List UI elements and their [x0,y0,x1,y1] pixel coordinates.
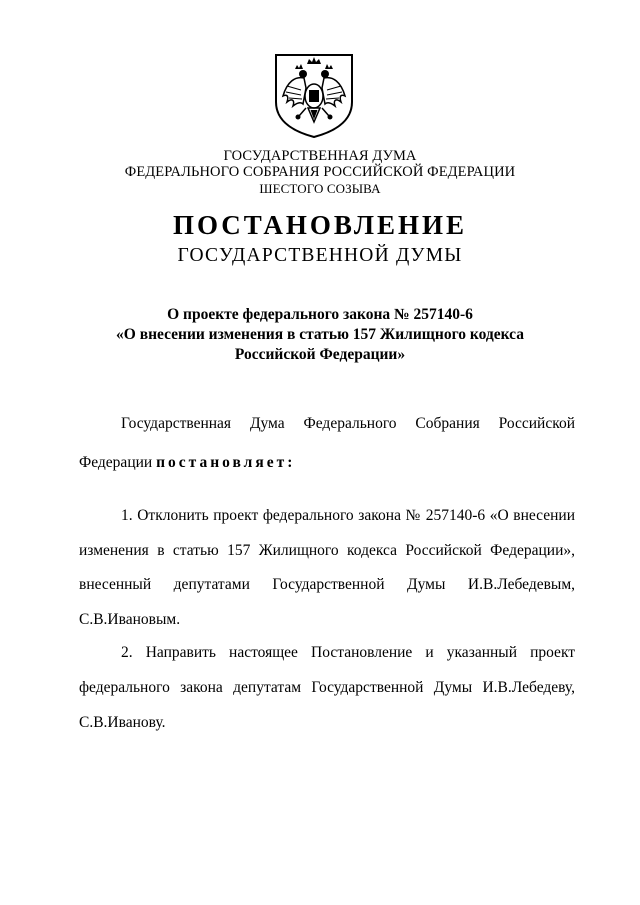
item1-word: депутатами [173,576,250,593]
subject-line3: Российской Федерации» [234,346,406,363]
item2-line1 [79,643,575,663]
item2-word: и [425,644,434,661]
item2-line2: федерального закона депутатам Государственной Думы И.В.Лебедеву, [79,679,575,696]
item1-word: внесенный [79,576,152,593]
intro-word: Собрания [415,415,480,432]
item1-line4: С.В.Ивановым. [79,611,181,628]
decree-word: постановляет: [156,454,296,471]
item1-line3 [79,575,575,595]
item2-word: проект [530,644,576,661]
org-name-line2: ФЕДЕРАЛЬНОГО СОБРАНИЯ РОССИЙСКОЙ ФЕДЕРАЦИИ [124,164,516,180]
item1-word: Думы [407,576,446,593]
intro-word: Дума [249,415,285,432]
item2-line3: С.В.Иванову. [79,714,166,731]
org-name-line1: ГОСУДАРСТВЕННАЯ ДУМА [223,148,417,164]
subject-line2: «О внесении изменения в статью 157 Жилищного кодекса [116,326,524,343]
intro-word: Государственная [121,415,232,432]
item2-word: указанный [446,644,517,661]
intro-line1 [79,414,575,434]
item2-word: 2. [121,644,133,661]
intro-federation: Федерации [79,454,157,471]
convocation-line: ШЕСТОГО СОЗЫВА [259,181,381,196]
subject-line1: О проекте федерального закона № 257140-6 [167,306,473,323]
item2-word: Направить [145,644,216,661]
item1-word: И.В.Лебедевым, [467,576,576,593]
intro-line2 [79,453,575,473]
coat-of-arms-icon [273,52,355,140]
intro-word: Российской [498,415,576,432]
document-issuer: ГОСУДАРСТВЕННОЙ ДУМЫ [177,245,463,266]
item1-line2: изменения в статью 157 Жилищного кодекса Российской Федерации», [79,542,575,559]
document-type-title: ПОСТАНОВЛЕНИЕ [172,210,468,240]
item1-word: Государственной [272,576,385,593]
item2-word: Постановление [311,644,413,661]
intro-word: Федерального [303,415,397,432]
item2-word: настоящее [229,644,298,661]
item1-line1: 1. Отклонить проект федерального закона № 257140-6 «О внесении [121,507,575,524]
